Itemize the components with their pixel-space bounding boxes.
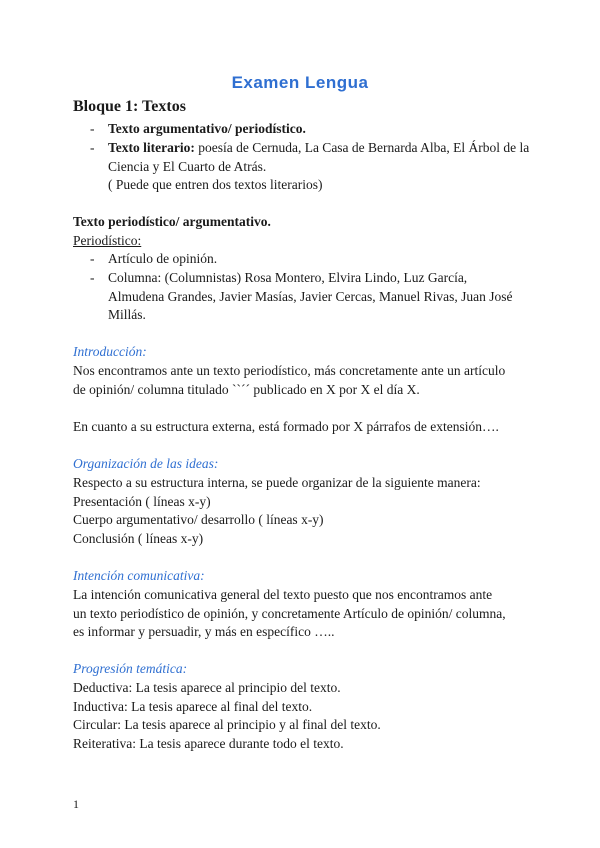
page-title: Examen Lengua	[231, 73, 369, 92]
paragraph	[73, 418, 533, 437]
list-item	[90, 139, 530, 176]
page-number: 1	[73, 797, 79, 811]
paragraph-line: de opinión/ columna titulado ``´´ publicado en X por X el día X.	[73, 381, 420, 397]
bullet-dash: -	[90, 251, 95, 266]
paragraph-line: Inductiva: La tesis aparece al final del texto.	[73, 698, 313, 714]
list-item	[90, 269, 520, 325]
bullet-dash: -	[90, 270, 95, 285]
bullet-dash: -	[90, 140, 95, 155]
bullet-dash: -	[90, 121, 95, 136]
paragraph-line: En cuanto a su estructura externa, está formado por X párrafos de extensión….	[73, 419, 499, 434]
section-heading-organizacion: Organización de las ideas:	[73, 456, 219, 471]
paragraph-line: Presentación ( líneas x-y)	[73, 493, 211, 509]
list-item-bold: Texto argumentativo/ periodístico.	[108, 121, 306, 136]
list-item-text: Columna: (Columnistas) Rosa Montero, Elvira Lindo, Luz García, Almudena Grandes, Javier Masías, Javier Cercas, Manuel Rivas, Juan José Millás.	[108, 270, 513, 322]
paragraph	[73, 362, 533, 399]
section-heading-periodistico: Texto periodístico/ argumentativo.	[73, 214, 271, 229]
list-item-bold: Texto literario:	[108, 140, 195, 155]
paragraph-line: La intención comunicativa general del texto puesto que nos encontramos ante	[73, 587, 493, 602]
list-item-text: poesía de Cernuda, La Casa de Bernarda Alba, El Árbol de la Ciencia y El Cuarto de Atrás.	[108, 140, 530, 174]
section-heading-introduccion: Introducción:	[73, 344, 147, 359]
paragraph-line: Nos encontramos ante un texto periodístico, más concretamente ante un artículo	[73, 363, 506, 378]
block1-note	[90, 176, 530, 195]
subheading-periodistico: Periodístico:	[73, 233, 142, 248]
section-heading-progresion: Progresión temática:	[73, 661, 188, 676]
list-item-text: Artículo de opinión.	[108, 251, 218, 266]
block1-heading: Bloque 1: Textos	[73, 98, 186, 115]
list-item	[90, 120, 530, 139]
paragraph	[73, 474, 533, 548]
paragraph	[73, 679, 533, 753]
paragraph-line: un texto periodístico de opinión, y concretamente Artículo de opinión/ columna,	[73, 605, 506, 621]
note-text: ( Puede que entren dos textos literarios)	[108, 177, 323, 192]
paragraph-line: Circular: La tesis aparece al principio y al final del texto.	[73, 717, 381, 732]
list-item	[90, 250, 530, 269]
paragraph-line: es informar y persuadir, y más en específico …..	[73, 624, 335, 639]
paragraph-line: Reiterativa: La tesis aparece durante todo el texto.	[73, 735, 344, 751]
paragraph	[73, 586, 533, 642]
paragraph-line: Cuerpo argumentativo/ desarrollo ( líneas x-y)	[73, 512, 324, 527]
paragraph-line: Conclusión ( líneas x-y)	[73, 530, 204, 546]
paragraph-line: Respecto a su estructura interna, se puede organizar de la siguiente manera:	[73, 475, 481, 490]
paragraph-line: Deductiva: La tesis aparece al principio del texto.	[73, 680, 341, 695]
section-heading-intencion: Intención comunicativa:	[73, 568, 205, 583]
